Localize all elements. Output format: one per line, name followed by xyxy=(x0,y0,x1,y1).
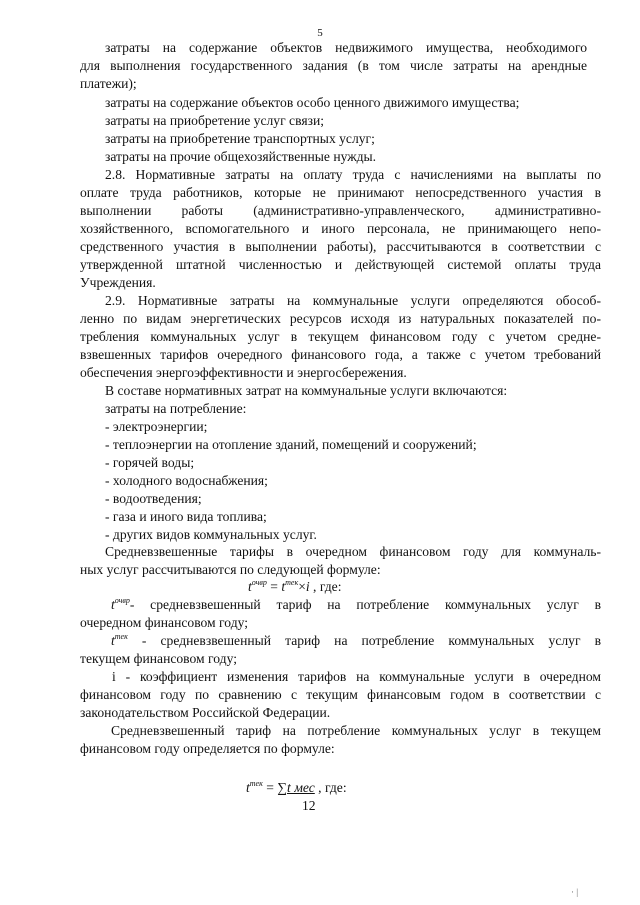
text-line: финансовом году определяется по формуле: xyxy=(80,741,335,756)
text-line: 2.8. Нормативные затраты на оплату труда с начислениями на выплаты по xyxy=(105,167,601,182)
text-line: затраты на приобретение транспортных услуг; xyxy=(105,131,375,146)
text-line: затраты на содержание объектов недвижимого имущества, необходимого xyxy=(105,40,587,55)
list-item: - горячей воды; xyxy=(105,455,195,470)
text-line: затраты на потребление: xyxy=(105,401,247,416)
text-line: выполнении работы (административно-управленческого, административно- xyxy=(80,203,601,218)
formula-symbol: t xyxy=(248,579,252,594)
definition-line: i - коэффициент изменения тарифов на коммунальные услуги в очередном xyxy=(112,669,601,684)
text-line: затраты на прочие общехозяйственные нужды. xyxy=(105,149,377,164)
formula-tariff-next-year xyxy=(248,579,341,595)
formula-symbol: t xyxy=(246,780,250,795)
text-line: В составе нормативных затрат на коммунальные услуги включаются: xyxy=(105,383,508,398)
text-line: затраты на приобретение услуг связи; xyxy=(105,113,324,128)
formula-symbol: t xyxy=(111,597,115,612)
text-line: хозяйственного, вспомогательного и иного персонала, не принимающего непо- xyxy=(80,221,601,236)
formula-equals: = xyxy=(266,579,282,594)
formula-symbol: t xyxy=(281,579,286,594)
list-item: - водоотведения; xyxy=(105,491,202,506)
formula-superscript: очвр xyxy=(114,596,130,605)
list-item: - газа и иного вида топлива; xyxy=(105,509,267,524)
formula-superscript: тек xyxy=(285,578,299,587)
definition-line xyxy=(111,597,601,613)
definition-line: финансовом году по сравнению с текущим финансовым годом в соответствии с xyxy=(80,687,601,702)
text-line: Средневзвешенные тарифы в очередном финансовом году для коммуналь- xyxy=(105,544,601,559)
formula-superscript: тек xyxy=(114,632,128,641)
text-line: оплате труда работников, которые не принимают непосредственного участия в xyxy=(80,185,601,200)
formula-tail: , где: xyxy=(314,780,347,795)
text-line: затраты на содержание объектов особо ценного движимого имущества; xyxy=(105,95,520,110)
list-item: - холодного водоснабжения; xyxy=(105,473,268,488)
text-line: обеспечения энергоэффективности и энергосбережения. xyxy=(80,365,407,380)
page-number: 5 xyxy=(317,27,323,39)
text-line: требления коммунальных услуг в текущем финансовом году с учетом средне- xyxy=(80,329,601,344)
formula-symbol: i xyxy=(305,579,310,594)
formula-symbol: t xyxy=(111,633,115,648)
scan-mark: · | xyxy=(571,887,579,897)
definition-text: - средневзвешенный тариф на потребление коммунальных услуг в xyxy=(127,633,601,648)
formula-denominator: 12 xyxy=(302,798,316,813)
formula-equals: = xyxy=(262,780,278,795)
definition-line: законодательством Российской Федерации. xyxy=(80,705,331,720)
list-item: - электроэнергии; xyxy=(105,419,208,434)
definition-text: - средневзвешенный тариф на потребление коммунальных услуг в xyxy=(129,597,601,612)
list-item: - других видов коммунальных услуг. xyxy=(105,527,317,542)
text-line: средственного участия в выполнении работы), рассчитываются в соответствии с xyxy=(80,239,601,254)
formula-superscript: тек xyxy=(249,779,263,788)
definition-line xyxy=(111,633,601,649)
text-line: взвешенных тарифов очередного финансового года, а также с учетом требований xyxy=(80,347,601,362)
text-line: утвержденной штатной численностью и действующей системой оплаты труда xyxy=(80,257,601,272)
text-line: Учреждения. xyxy=(80,275,156,290)
text-line: Средневзвешенный тариф на потребление коммунальных услуг в текущем xyxy=(111,723,601,738)
formula-tail: , где: xyxy=(309,579,342,594)
formula-superscript: очвр xyxy=(251,578,267,587)
text-line: ленно по видам энергетических ресурсов исходя из натуральных показателей по- xyxy=(80,311,601,326)
text-line: 2.9. Нормативные затраты на коммунальные услуги определяются обособ- xyxy=(105,293,601,308)
text-line: ных услуг рассчитываются по следующей формуле: xyxy=(80,562,381,577)
formula-sum-term: t мес xyxy=(287,780,315,795)
formula-sum: ∑ xyxy=(277,780,288,795)
definition-line: очередном финансовом году; xyxy=(80,615,249,630)
text-line: для выполнения государственного задания (в том числе затраты на арендные xyxy=(80,58,587,73)
list-item: - теплоэнергии на отопление зданий, помещений и сооружений; xyxy=(105,437,477,452)
definition-line: текущем финансовом году; xyxy=(80,651,237,666)
formula-times: × xyxy=(298,579,306,594)
formula-tariff-current-year xyxy=(246,780,347,796)
text-line: платежи); xyxy=(80,76,137,91)
